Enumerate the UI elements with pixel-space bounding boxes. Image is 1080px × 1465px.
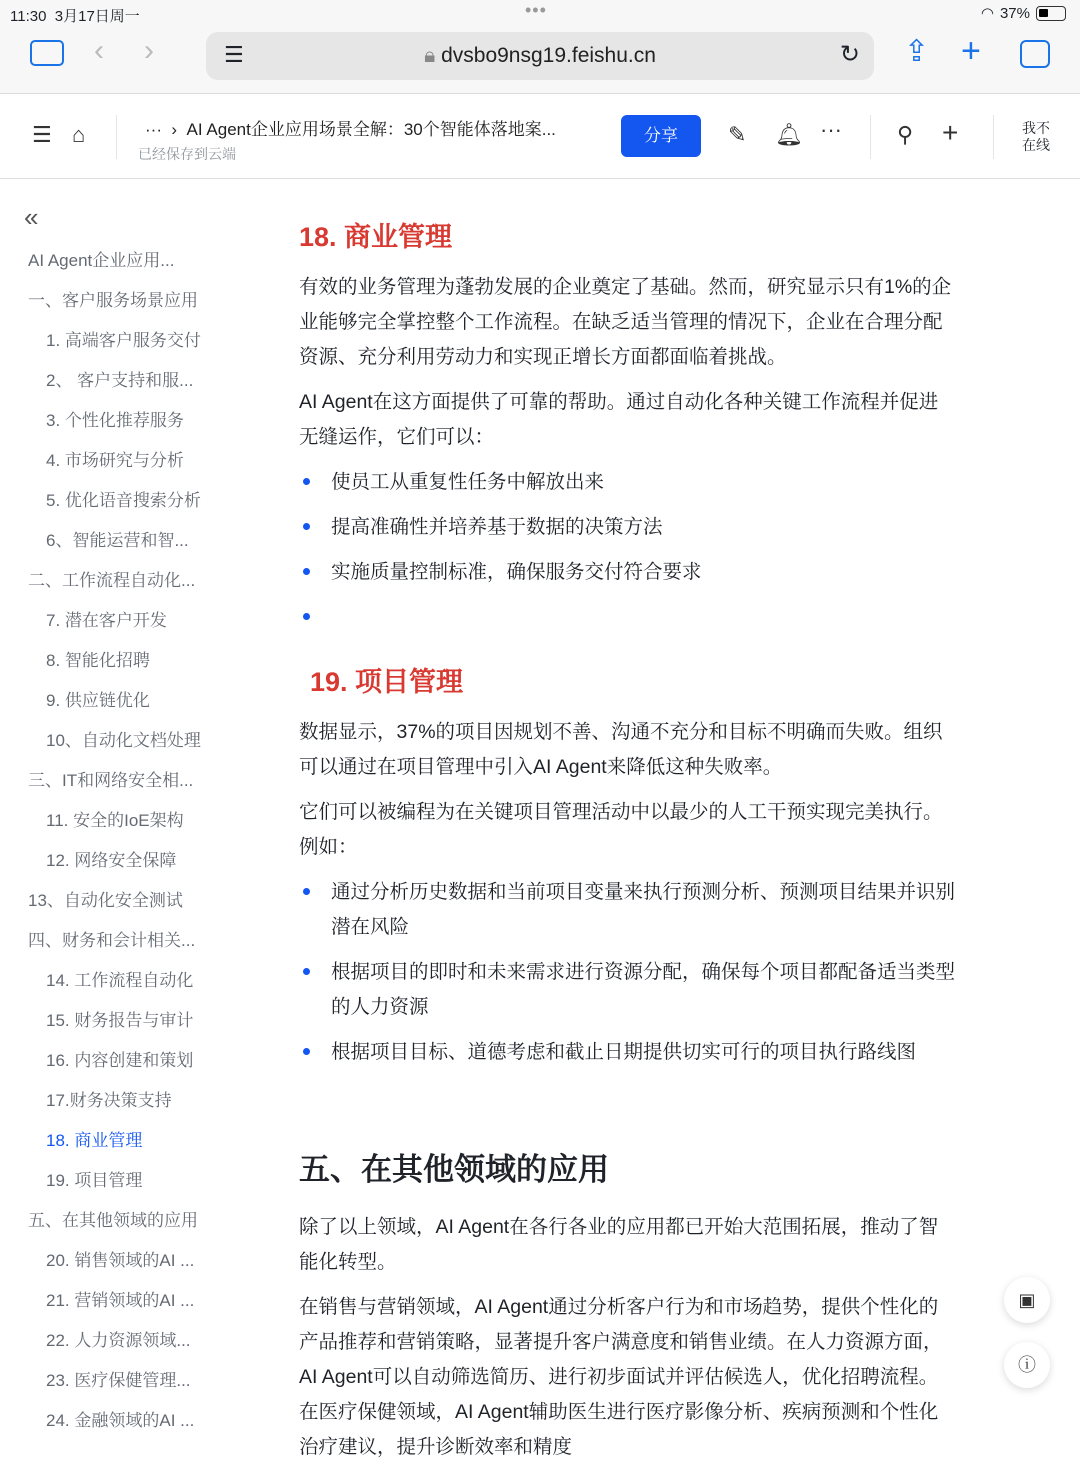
status-bar	[0, 0, 1080, 28]
tabs-icon[interactable]	[1020, 40, 1050, 68]
sidebar-item[interactable]: 4. 市场研究与分析	[46, 451, 184, 470]
sidebar-item[interactable]: 9. 供应链优化	[46, 691, 150, 710]
sidebar-item[interactable]: 11. 安全的IoE架构	[46, 811, 184, 830]
list-item: 实施质量控制标准，确保服务交付符合要求	[331, 561, 702, 583]
sidebar-item[interactable]: 3. 个性化推荐服务	[46, 411, 184, 430]
bell-icon[interactable]: 🔔︎	[775, 122, 803, 147]
collapse-icon[interactable]: «	[24, 202, 39, 232]
paragraph: 有效的业务管理为蓬勃发展的企业奠定了基础。然而，研究显示只有1%的企 业能够完全掌控整个工作流程。在缺乏适当管理的情况下，企业在合理分配 资源、充分利用劳动力和实现正增长方面都面临着挑战。	[299, 276, 952, 368]
browser-toolbar	[0, 28, 1080, 94]
paragraph: 数据显示，37%的项目因规划不善、沟通不充分和目标不明确而失败。组织 可以通过在项目管理中引入AI Agent来降低这种失败率。	[299, 721, 943, 778]
wifi-icon: ◠	[980, 5, 994, 22]
sidebar-item[interactable]: 14. 工作流程自动化	[46, 971, 194, 990]
sidebar-item[interactable]: 16. 内容创建和策划	[46, 1051, 194, 1070]
sidebar-item[interactable]: 2、 客户支持和服...	[46, 371, 194, 390]
share-icon[interactable]: ⇪	[904, 35, 930, 68]
sidebar-item[interactable]: 7. 潜在客户开发	[46, 611, 167, 630]
help-icon: ⓘ	[1018, 1355, 1036, 1375]
sidebar-toggle-icon[interactable]	[30, 40, 64, 66]
sidebar-item[interactable]: AI Agent企业应用...	[28, 251, 175, 270]
sidebar-item[interactable]: 6、智能运营和智...	[46, 531, 189, 550]
multitask-dots[interactable]: •••	[525, 0, 547, 20]
search-icon[interactable]: ⚲	[897, 122, 914, 147]
save-status: 已经保存到云端	[138, 146, 236, 162]
more-icon[interactable]: ···	[820, 117, 842, 142]
doc-assistant-button[interactable]	[1004, 1277, 1050, 1323]
sidebar-item[interactable]: 15. 财务报告与审计	[46, 1011, 194, 1030]
home-icon[interactable]: ⌂	[72, 122, 86, 147]
sidebar-item[interactable]: 22. 人力资源领域...	[46, 1331, 191, 1350]
doc-toolbar	[0, 95, 1080, 179]
add-icon[interactable]: +	[942, 117, 959, 148]
paragraph: 在销售与营销领域，AI Agent通过分析客户行为和市场趋势，提供个性化的 产品推荐和营销策略，显著提升客户满意度和销售业绩。在人力资源方面， AI Agent可以自动筛选简历、进行初步面试并评估候选人，优化招聘流程。 在医疗保健领域，AI Agent辅助医生进行医疗影像分析、疾病预测和个性化 治疗建议，提升诊断效率和精度	[299, 1296, 943, 1458]
lock-icon: 🔒︎	[424, 44, 436, 67]
list-item: 使员工从重复性任务中解放出来	[331, 471, 605, 493]
sidebar-item[interactable]: 一、客户服务场景应用	[28, 291, 198, 310]
paragraph: 除了以上领域，AI Agent在各行各业的应用都已开始大范围拓展，推动了智 能化转型。	[299, 1216, 939, 1273]
sidebar-item[interactable]: 20. 销售领域的AI ...	[46, 1251, 195, 1270]
sidebar-item[interactable]: 18. 商业管理	[46, 1131, 143, 1150]
new-tab-icon[interactable]: +	[961, 32, 981, 70]
address-bar[interactable]	[206, 32, 874, 80]
heading-19: 19. 项目管理	[310, 667, 464, 697]
doc-title: AI Agent企业应用场景全解：30个智能体落地案...	[186, 120, 556, 139]
battery-percent: 37%	[999, 4, 1030, 22]
sidebar-item[interactable]: 19. 项目管理	[46, 1171, 143, 1190]
list-item: 提高准确性并培养基于数据的决策方法	[331, 516, 663, 538]
sidebar-item[interactable]: 四、财务和会计相关...	[28, 931, 196, 950]
paragraph: 它们可以被编程为在关键项目管理活动中以最少的人工干预实现完美执行。 例如：	[299, 801, 943, 858]
sidebar-item[interactable]: 21. 营销领域的AI ...	[46, 1291, 195, 1310]
sidebar-item[interactable]: 二、工作流程自动化...	[28, 571, 196, 590]
paragraph: AI Agent在这方面提供了可靠的帮助。通过自动化各种关键工作流程并促进 无缝运作，它们可以：	[299, 391, 939, 448]
battery-icon	[1036, 6, 1066, 21]
list-item: 根据项目的即时和未来需求进行资源分配，确保每个项目都配备适当类型 的人力资源	[331, 961, 956, 1018]
sidebar-item[interactable]: 17.财务决策支持	[46, 1091, 172, 1110]
url-text: dvsbo9nsg19.feishu.cn	[441, 44, 656, 67]
presence-status[interactable]: 我不在线	[1022, 120, 1050, 153]
status-time: 11:30 3月17日周一	[10, 8, 140, 25]
forward-icon[interactable]: ›	[144, 34, 154, 67]
sidebar-item[interactable]: 5. 优化语音搜索分析	[46, 491, 201, 510]
share-button[interactable]: 分享	[621, 115, 701, 157]
reader-icon[interactable]: ☰	[224, 42, 244, 67]
sidebar-item[interactable]: 23. 医疗保健管理...	[46, 1371, 191, 1390]
heading-section-5: 五、在其他领域的应用	[299, 1152, 609, 1187]
breadcrumb[interactable]: ··· › AI Agent企业应用场景全解：30个智能体落地案...	[145, 120, 556, 139]
heading-18: 18. 商业管理	[299, 222, 453, 252]
sidebar-item[interactable]: 13、自动化安全测试	[28, 891, 183, 910]
sidebar-item[interactable]: 8. 智能化招聘	[46, 651, 150, 670]
sidebar-item[interactable]: 三、IT和网络安全相...	[28, 771, 194, 790]
edit-icon[interactable]: ✎	[728, 122, 747, 147]
back-icon[interactable]: ‹	[94, 34, 104, 67]
sidebar-item[interactable]: 1. 高端客户服务交付	[46, 331, 201, 350]
reload-icon[interactable]: ↻	[839, 41, 860, 68]
sidebar-item[interactable]: 24. 金融领域的AI ...	[46, 1411, 195, 1430]
list-item: 通过分析历史数据和当前项目变量来执行预测分析、预测项目结果并识别 潜在风险	[331, 881, 956, 938]
sidebar-item[interactable]: 10、自动化文档处理	[46, 731, 201, 750]
list-item: 根据项目目标、道德考虑和截止日期提供切实可行的项目执行路线图	[331, 1041, 917, 1063]
sidebar-item[interactable]: 五、在其他领域的应用	[28, 1211, 198, 1230]
document-icon: ▣	[1018, 1290, 1036, 1310]
help-button[interactable]	[1004, 1342, 1050, 1388]
sidebar-item[interactable]: 12. 网络安全保障	[46, 851, 177, 870]
outline-toggle-icon[interactable]: ☰	[32, 122, 52, 147]
